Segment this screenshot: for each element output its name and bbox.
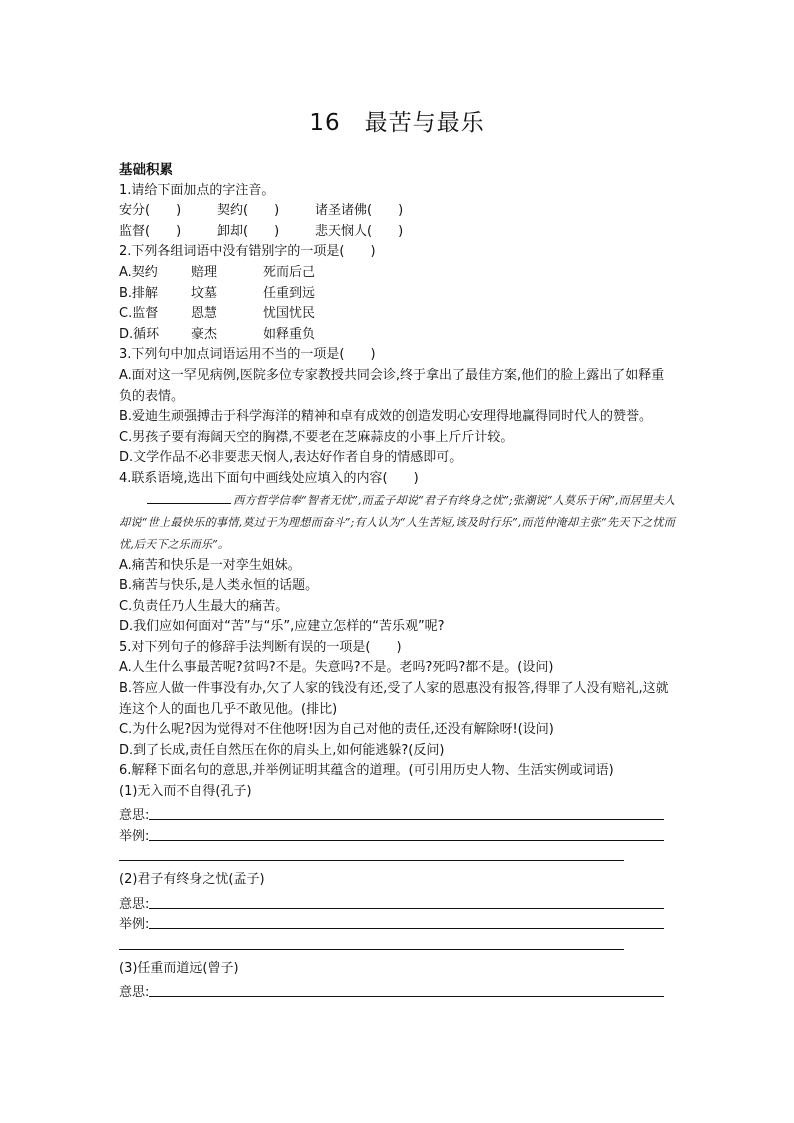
option-word: 如释重负 xyxy=(263,326,316,342)
answer-underline xyxy=(149,982,664,997)
question-1-row-2 xyxy=(119,222,675,243)
option-word: 豪杰 xyxy=(191,326,218,342)
section-heading: 基础积累 xyxy=(119,162,173,178)
worksheet-content xyxy=(119,160,675,1000)
meaning-answer-line[interactable] xyxy=(119,891,675,912)
extra-answer-line[interactable] xyxy=(119,932,675,953)
question-6-item-3: (3)任重而道远(曾子) xyxy=(119,960,239,976)
question-3-option-c: C.男孩子要有海阔天空的胸襟,不要老在芝麻蒜皮的小事上斤斤计较。 xyxy=(119,429,514,445)
passage-text: 西方哲学信奉“智者无忧”,而孟子却说“君子有终身之忧”;张潮说“人莫乐于闲”,而居里夫人却说“世上最快乐的事情,莫过于为理想而奋斗”;有人认为“人生苦短,该及时行乐”,而范仲淹却主张“先天下之忧而忧,后天下之乐而乐”。 xyxy=(119,493,675,551)
question-5-option-d: D.到了长成,责任自然压在你的肩头上,如何能逃躲?(反问) xyxy=(119,742,445,758)
question-3-option-a: A.面对这一罕见病例,医院多位专家教授共同会诊,终于拿出了最佳方案,他们的脸上露出了如释重负的表情。 xyxy=(119,367,665,404)
question-1-prompt: 1.请给下面加点的字注音。 xyxy=(119,182,275,198)
question-2-option-c xyxy=(119,304,675,325)
question-6-prompt: 6.解释下面名句的意思,并举例证明其蕴含的道理。(可引用历史人物、生活实例或词语) xyxy=(119,763,614,779)
question-3-option-b: B.爱迪生顽强搏击于科学海洋的精神和卓有成效的创造发明心安理得地赢得同时代人的赞誉。 xyxy=(119,409,653,425)
option-word: 恩慧 xyxy=(191,306,218,322)
question-5-prompt: 5.对下列句子的修辞手法判断有误的一项是( ) xyxy=(119,639,402,655)
meaning-answer-line[interactable] xyxy=(119,979,675,1000)
option-word: A.契约 xyxy=(119,264,158,280)
pinyin-item: 安分( ) xyxy=(119,203,182,219)
question-5-option-a: A.人生什么事最苦呢?贫吗?不是。失意吗?不是。老吗?死吗?都不是。(设问) xyxy=(119,660,554,676)
answer-underline xyxy=(149,894,664,909)
question-2-option-b xyxy=(119,284,675,305)
question-5-option-c: C.为什么呢?因为觉得对不住他呀!因为自己对他的责任,还没有解除呀!(设问) xyxy=(119,722,554,738)
question-3-prompt: 3.下列句中加点词语运用不当的一项是( ) xyxy=(119,347,376,363)
extra-answer-line[interactable] xyxy=(119,844,675,865)
question-3-option-d: D.文学作品不必非要悲天悯人,表达好作者自身的情感即可。 xyxy=(119,450,463,466)
lesson-number: 16 xyxy=(309,110,341,136)
fill-blank-underline xyxy=(147,491,231,504)
question-2-prompt: 2.下列各组词语中没有错别字的一项是( ) xyxy=(119,244,376,260)
option-word: 死而后己 xyxy=(263,264,316,280)
example-answer-line[interactable] xyxy=(119,823,675,844)
option-word: 坟墓 xyxy=(191,285,218,301)
answer-underline xyxy=(149,805,664,820)
meaning-label: 意思: xyxy=(119,896,150,912)
question-4-option-a: A.痛苦和快乐是一对孪生姐妹。 xyxy=(119,557,301,573)
example-label: 举例: xyxy=(119,828,150,844)
pinyin-item: 监督( ) xyxy=(119,223,182,239)
answer-underline xyxy=(149,914,664,929)
pinyin-item: 悲天悯人( ) xyxy=(315,223,404,239)
question-6-item-2: (2)君子有终身之忧(孟子) xyxy=(119,872,265,888)
answer-underline xyxy=(119,949,624,950)
meaning-label: 意思: xyxy=(119,808,150,824)
question-5-option-b: B.答应人做一件事没有办,欠了人家的钱没有还,受了人家的恩惠没有报答,得罪了人没有赔礼,这就连这个人的面也几乎不敢见他。(排比) xyxy=(119,681,669,717)
page-title xyxy=(0,104,794,137)
example-answer-line[interactable] xyxy=(119,912,675,933)
question-4-option-d: D.我们应如何面对“苦”与“乐”,应建立怎样的“苦乐观”呢? xyxy=(119,619,445,635)
option-word: 赔理 xyxy=(191,264,218,280)
pinyin-item: 诸圣诸佛( ) xyxy=(315,203,404,219)
lesson-title: 最苦与最乐 xyxy=(364,110,485,136)
question-2-option-a xyxy=(119,263,675,284)
question-4-option-c: C.负责任乃人生最大的痛苦。 xyxy=(119,598,289,614)
meaning-answer-line[interactable] xyxy=(119,803,675,824)
option-word: 忧国忧民 xyxy=(263,306,316,322)
question-4-option-b: B.痛苦与快乐,是人类永恒的话题。 xyxy=(119,578,319,594)
pinyin-item: 契约( ) xyxy=(217,203,280,219)
answer-underline xyxy=(149,826,664,841)
question-1-row-1 xyxy=(119,201,675,222)
option-word: 任重到远 xyxy=(263,285,316,301)
question-4-passage xyxy=(119,490,675,556)
option-word: D.循环 xyxy=(119,326,160,342)
pinyin-item: 卸却( ) xyxy=(217,223,280,239)
option-word: B.排解 xyxy=(119,285,159,301)
question-6-item-1: (1)无入而不自得(孔子) xyxy=(119,784,252,800)
question-4-prompt: 4.联系语境,选出下面句中画线处应填入的内容( ) xyxy=(119,470,419,486)
question-2-option-d xyxy=(119,325,675,346)
meaning-label: 意思: xyxy=(119,984,150,1000)
answer-underline xyxy=(119,860,624,861)
example-label: 举例: xyxy=(119,917,150,933)
option-word: C.监督 xyxy=(119,306,159,322)
